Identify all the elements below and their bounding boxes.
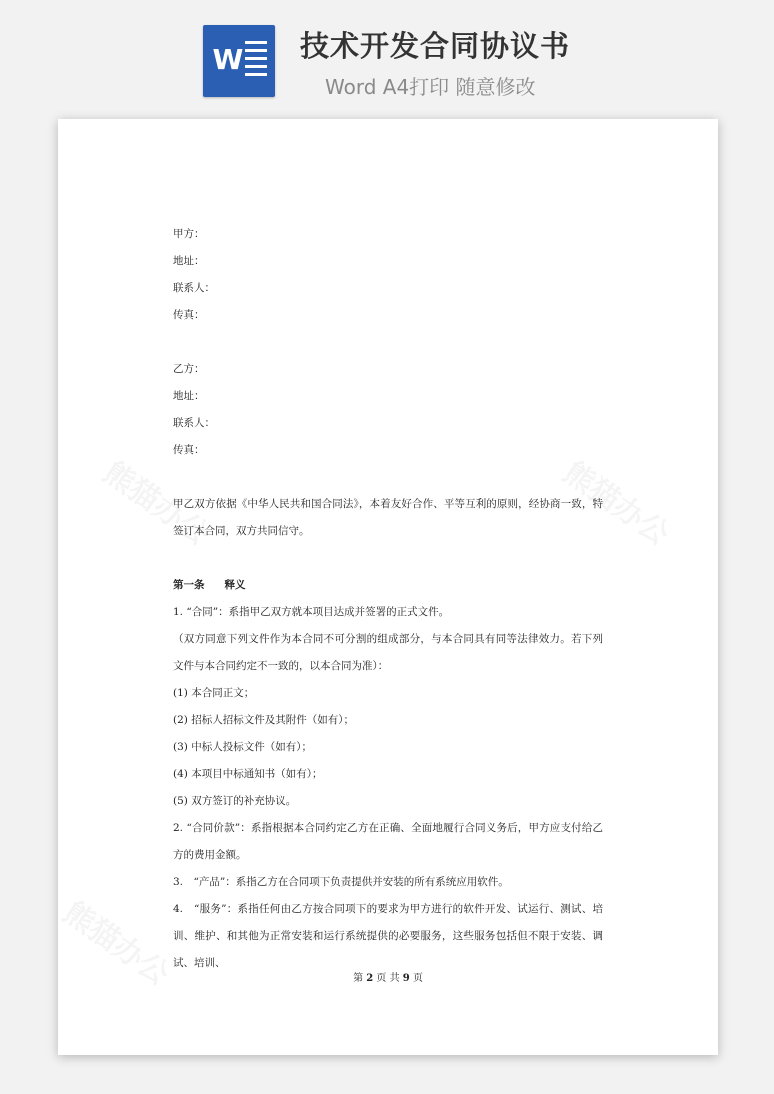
footer-page-number: 2 bbox=[366, 973, 374, 984]
party-b-contact: 联系人： bbox=[173, 417, 215, 429]
clause-item: （双方同意下列文件作为本合同不可分割的组成部分，与本合同具有同等法律效力。若下列文件与本合同约定不一致的，以本合同为准）： bbox=[173, 633, 603, 672]
clause-item: 2. “合同价款”：系指根据本合同约定乙方在正确、全面地履行合同义务后，甲方应支付给乙方的费用金额。 bbox=[173, 822, 603, 861]
header bbox=[0, 0, 774, 110]
section-title: 释义 bbox=[224, 579, 246, 591]
footer-suffix: 页 bbox=[412, 973, 423, 984]
footer-middle: 页 共 bbox=[376, 973, 400, 984]
clause-item: 4. “服务”：系指任何由乙方按合同项下的要求为甲方进行的软件开发、试运行、测试、培训、维护、和其他为正常安装和运行系统提供的必要服务，这些服务包括但不限于安装、调试、培训、 bbox=[173, 903, 603, 969]
page-title: 技术开发合同协议书 bbox=[300, 29, 571, 63]
party-a-fax: 传真： bbox=[173, 309, 205, 321]
section-number: 第一条 bbox=[173, 579, 205, 591]
party-a-address: 地址： bbox=[173, 255, 205, 267]
footer-total-pages: 9 bbox=[402, 973, 410, 984]
word-icon-letter: W bbox=[211, 40, 245, 80]
clause-item: 1. “合同”：系指甲乙双方就本项目达成并签署的正式文件。 bbox=[173, 606, 450, 618]
clause-item: (1) 本合同正文； bbox=[173, 687, 255, 699]
clause-item: 3. “产品”：系指乙方在合同项下负责提供并安装的所有系统应用软件。 bbox=[173, 876, 509, 888]
word-icon bbox=[203, 25, 275, 97]
page-subtitle: Word A4打印 随意修改 bbox=[325, 75, 536, 99]
document-page bbox=[58, 119, 718, 1055]
clause-item: (2) 招标人招标文件及其附件（如有）； bbox=[173, 714, 354, 726]
clause-item: (3) 中标人投标文件（如有）； bbox=[173, 741, 312, 753]
page-footer bbox=[58, 969, 718, 984]
party-b-label: 乙方： bbox=[173, 363, 205, 375]
party-a-contact: 联系人： bbox=[173, 282, 215, 294]
clause-item: (4) 本项目中标通知书（如有）； bbox=[173, 768, 323, 780]
intro-paragraph: 甲乙双方依据《中华人民共和国合同法》，本着友好合作、平等互利的原则，经协商一致，特签订本合同，双方共同信守。 bbox=[173, 498, 603, 537]
footer-prefix: 第 bbox=[353, 973, 364, 984]
clause-item: (5) 双方签订的补充协议。 bbox=[173, 795, 297, 807]
section-heading bbox=[173, 572, 603, 599]
party-a-label: 甲方： bbox=[173, 228, 205, 240]
document-content bbox=[173, 221, 603, 977]
party-b-fax: 传真： bbox=[173, 444, 205, 456]
party-b-address: 地址： bbox=[173, 390, 205, 402]
